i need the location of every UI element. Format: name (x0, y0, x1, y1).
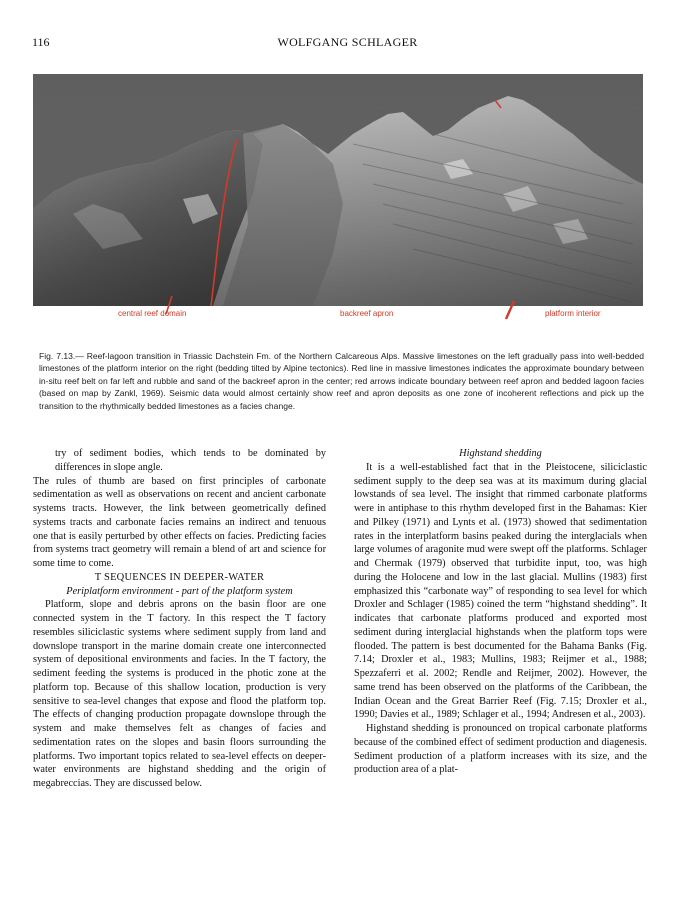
figure-photo (33, 74, 643, 306)
paragraph: The rules of thumb are based on first principles of carbonate sedimentation as well as observations on recent and ancient carbonate systems tracts. However, the link between geometrically defined systems tracts and carbonate facies remains an indirect and tenuous one that is easily perturbed by other effects on facies. Predicting facies from systems tract geometry will remain a blend of art and science for some time to come. (33, 475, 326, 569)
paragraph: Platform, slope and debris aprons on the basin floor are one connected system in the T factory. In this respect the T factory resembles siliciclastic systems where sediment supply from land and downslope transport in the marine domain create one interconnected system of depositional environments and facies. In the T factory, the sediment feeding the systems is produced in the photic zone at the platform top. Because of this shallow location, production is very sensitive to sea-level changes that expose and flood the platform top. The effects of changing production propagate downslope through the system and make themselves felt as changes of facies and sedimentation rates on the slopes and basin floors surrounding the platforms. Two important topics related to sea-level effects on deeper-water environments are highstand shedding and the origin of megabreccias. They are discussed below. (33, 599, 326, 789)
right-column (354, 447, 647, 777)
running-head: WOLFGANG SCHLAGER (277, 35, 418, 49)
label-backreef-apron: backreef apron (340, 309, 394, 318)
page-number: 116 (32, 35, 50, 49)
subsection-heading: Highstand shedding (459, 448, 542, 459)
figure-caption: Fig. 7.13.— Reef-lagoon transition in Triassic Dachstein Fm. of the Northern Calcareous Alps. Massive limestones on the left gradually pass into well-bedded limestones of the platform interior on the right (bedding tilted by Alpine tectonics). Red line in massive limestones indicates the approximate boundary between in-situ reef belt on far left and rubble and sand of the backreef apron in the center; red arrows indicate boundary between reef apron and bedded lagoon facies (based on map by Zankl, 1969). Seismic data would almost certainly show reef and apron deposits as one zone of incoherent reflections and pick up the transition to the rhythmically bedded limestones as a facies change. (39, 351, 644, 411)
paragraph: Highstand shedding is pronounced on tropical carbonate platforms because of the combined effect of sediment production and diagenesis. Sediment production of a platform increases with its size, and the production area of a plat- (354, 723, 647, 776)
paragraph: It is a well-established fact that in the Pleistocene, siliciclastic sediment supply to the deep sea was at its maximum during glacial lowstands of sea level. The insight that rimmed carbonate platforms were in antiphase to this rhythm developed first in the Bahamas: Kier and Pilkey (1971) and Lynts et al. (1973) showed that sedimentation rates in the interplatform basins peaked during the interglacials when large volumes of aragonite mud were swept off the platforms. Schlager and Chermak (1979) observed that turbidite input, too, was high during the Holocene and low in the last glacial. Mullins (1983) first emphasized this “carbonate way” of responding to sea level for which Droxler and Schlager (1985) coined the term “highstand shedding”. It indicates that carbonate platforms produced and exported most sediment during interglacial highstands when the platform tops were flooded. The pattern is best documented for the Bahama Banks (Fig. 7.14; Droxler et al., 1983; Mullins, 1983; Reijmer et al., 1988; Spezzaferri et al. 2002; Rendle and Reijmer, 2002). However, the same trend has been observed on the platforms of the Caribbean, the Indian Ocean and the Great Barrier Reef (Fig. 7.15; Droxler et al., 1990; Davies et al., 1989; Schlager et al., 1994; Andresen et al., 2003). (354, 461, 647, 721)
label-central-reef-domain: central reef domain (118, 309, 187, 318)
interior-boundary-arrow (502, 299, 518, 321)
section-heading: T SEQUENCES IN DEEPER-WATER (94, 571, 265, 583)
continued-bullet: try of sediment bodies, which tends to be dominated by differences in slope angle. (55, 448, 326, 473)
subsection-heading: Periplatform environment - part of the platform system (66, 585, 293, 597)
label-platform-interior: platform interior (545, 309, 601, 318)
left-column (33, 447, 326, 791)
